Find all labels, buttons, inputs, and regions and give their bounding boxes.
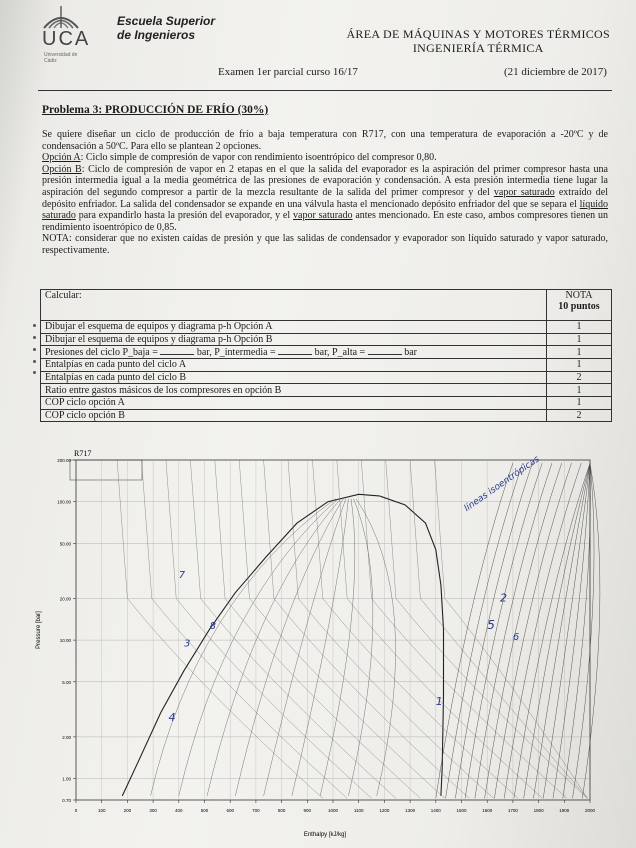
problem-intro: Se quiere diseñar un ciclo de producción de frío a baja temperatura con R717, con una temperatura de evaporación a -20ºC y de condensación a 50ºC. Para ello se plantean 2 opciones.	[42, 129, 608, 152]
chart-legend-box	[70, 460, 142, 480]
x-tick-label: 0	[74, 808, 78, 813]
nota-label: NOTA	[565, 290, 593, 301]
x-tick-label: 400	[175, 808, 183, 813]
row-points: 1	[547, 346, 612, 359]
x-tick-label: 1000	[327, 808, 339, 813]
row-pressures	[41, 346, 547, 359]
bullet-mark	[33, 348, 36, 351]
isentropic-line	[582, 463, 600, 798]
problem-note: NOTA: considerar que no existen caídas de presión y que las salidas de condensador y evaporador son líquido saturado y vapor saturado, respectivamente.	[42, 233, 608, 256]
x-tick-label: 700	[252, 808, 260, 813]
row-points: 1	[547, 384, 612, 397]
handwritten-mark: 5	[487, 618, 495, 633]
option-b-text-3: para expandirlo hasta la presión del evaporador, y el	[75, 210, 293, 222]
handwritten-mark: 6	[512, 632, 520, 644]
row-points: 1	[547, 359, 612, 372]
x-tick-label: 600	[226, 808, 234, 813]
isentropic-line	[436, 463, 513, 798]
handwritten-mark: 1	[435, 694, 443, 708]
p-unit: bar	[404, 347, 417, 359]
row-label: Ratio entre gastos másicos de los compresores en opción B	[41, 384, 547, 397]
handwritten-mark: 3	[183, 638, 191, 650]
table-row	[41, 371, 612, 384]
isotherm-line	[337, 460, 543, 798]
y-axis	[57, 458, 76, 803]
table-row	[41, 359, 612, 372]
row-points: 1	[547, 396, 612, 409]
logo-text: UCA	[42, 28, 91, 50]
isentropic-line	[553, 463, 590, 798]
isentropic-line	[533, 463, 590, 798]
y-tick-label: 200.00	[57, 458, 71, 463]
bullet-mark	[33, 371, 36, 374]
y-tick-label: 50.00	[59, 541, 71, 547]
bullet-mark	[33, 360, 36, 363]
school-line-1: Escuela Superior	[117, 14, 216, 28]
school-name	[117, 14, 215, 42]
ph-diagram	[30, 440, 620, 840]
option-b-text-2: extraído del depósito enfriador. La salida del condensador se expande en una válvula hasta el mencionado depósito enfriador del que se separa el	[42, 186, 608, 210]
x-tick-label: 800	[277, 808, 286, 813]
area-line-1: ÁREA DE MÁQUINAS Y MOTORES TÉRMICOS	[346, 27, 610, 41]
department-heading	[346, 27, 610, 55]
option-a-text: : Ciclo simple de compresión de vapor con rendimiento isoentrópico del compresor 0,80.	[80, 152, 437, 164]
row-label: Dibujar el esquema de equipos y diagrama p-h Opción B	[41, 333, 547, 346]
x-tick-label: 500	[200, 808, 209, 813]
chart-title: R717	[74, 449, 92, 458]
nota-points: 10 puntos	[558, 301, 600, 312]
row-label: Dibujar el esquema de equipos y diagrama p-h Opción A	[41, 321, 547, 334]
plot-area	[76, 460, 600, 800]
x-tick-label: 1700	[507, 808, 518, 813]
x-tick-label: 1200	[379, 808, 390, 813]
isentropic-line	[524, 463, 590, 798]
option-b-vapor-1: vapor saturado	[493, 186, 555, 198]
header-divider	[38, 90, 612, 91]
x-tick-label: 100	[97, 808, 106, 813]
p-int-blank	[278, 346, 312, 355]
x-tick-label: 900	[303, 808, 312, 813]
table-row	[41, 396, 612, 409]
p-baja-label: Presiones del ciclo P_baja =	[45, 347, 158, 359]
handwritten-mark: 8	[209, 621, 217, 633]
y-tick-label: 1.00	[62, 776, 71, 782]
bullet-mark	[33, 336, 36, 339]
handwritten-mark: líneas isoentrópicas	[462, 454, 542, 514]
table-row	[41, 346, 612, 359]
isotherm-line	[361, 460, 567, 798]
y-tick-label: 20.00	[59, 596, 71, 602]
p-alta-label: bar, P_alta =	[314, 347, 366, 359]
isentropic-line	[446, 463, 523, 798]
x-tick-label: 1100	[353, 808, 364, 813]
y-tick-label: 2.00	[62, 734, 71, 740]
y-tick-label: 5.00	[62, 679, 71, 685]
y-tick-label: 10.00	[59, 638, 71, 644]
y-tick-label: 0.70	[62, 798, 71, 803]
p-int-label: bar, P_intermedia =	[196, 347, 276, 359]
option-b-vapor-2: vapor saturado	[293, 210, 353, 222]
row-label: COP ciclo opción B	[41, 409, 547, 422]
exam-label: Examen 1er parcial curso 16/17	[218, 66, 358, 78]
bullet-mark	[33, 324, 36, 327]
logo-subtitle: Universidad de Cádiz	[44, 52, 78, 64]
option-b-text-1: : Ciclo de compresión de vapor en 2 etapas en el que la salida del evaporador es la aspiración del primer compresor hasta una presión intermedia igual a la media geométrica de las presiones de evaporación y condensación. A esta presión intermedia tiene lugar la aspiración del segundo compresor a partir de la mezcla resultante de la salida del primer compresor y del	[42, 163, 609, 198]
row-label: Entalpías en cada punto del ciclo A	[41, 359, 547, 372]
option-a	[42, 152, 608, 164]
grading-table	[40, 289, 612, 422]
option-a-label: Opción A	[42, 152, 81, 164]
isentropic-line	[543, 463, 590, 798]
row-points: 1	[547, 333, 612, 346]
x-tick-label: 2000	[584, 808, 596, 813]
x-tick-label: 1900	[559, 808, 570, 813]
y-tick-label: 100.00	[57, 499, 71, 505]
isentropic-line	[563, 463, 591, 798]
x-tick-label: 1800	[533, 808, 544, 813]
isotherm-line	[435, 460, 588, 798]
option-b-label: Opción B	[42, 163, 82, 175]
x-tick-label: 1600	[482, 808, 493, 813]
school-line-2: de Ingenieros	[117, 28, 196, 42]
ph-diagram-header	[70, 449, 142, 480]
option-b-text-4: antes mencionado. En este caso, ambos compresores tienen un rendimiento isoentrópico de 0,85.	[42, 210, 609, 233]
handwritten-mark: 4	[168, 711, 176, 725]
isotherm-line	[410, 460, 587, 798]
table-row	[41, 321, 612, 334]
p-alta-blank	[368, 346, 402, 355]
isotherm-line	[288, 460, 494, 798]
saturation-dome	[122, 494, 443, 796]
row-label: Entalpías en cada punto del ciclo B	[41, 371, 547, 384]
x-tick-label: 200	[123, 808, 132, 813]
x-tick-label: 1400	[430, 808, 441, 813]
x-axis	[75, 800, 596, 813]
y-axis-label: Pressure [bar]	[36, 611, 42, 649]
row-label: COP ciclo opción A	[41, 396, 547, 409]
table-header-row	[41, 290, 612, 321]
x-tick-label: 1300	[405, 808, 416, 813]
option-b	[42, 164, 608, 234]
area-line-2: INGENIERÍA TÉRMICA	[412, 41, 544, 55]
exam-date: (21 diciembre de 2017)	[504, 66, 607, 78]
table-header-nota	[547, 290, 612, 321]
problem-title: Problema 3: PRODUCCIÓN DE FRÍO (30%)	[42, 104, 269, 116]
option-b-liquid: líquido saturado	[42, 198, 608, 222]
handwritten-mark: 2	[500, 591, 508, 605]
problem-statement	[42, 129, 608, 257]
p-baja-blank	[160, 346, 194, 355]
table-row	[41, 384, 612, 397]
table-row	[41, 409, 612, 422]
x-tick-label: 1500	[456, 808, 467, 813]
handwritten-mark: 7	[178, 570, 186, 582]
x-tick-label: 300	[149, 808, 157, 813]
table-row	[41, 333, 612, 346]
row-points: 1	[547, 321, 612, 334]
table-header-calcular: Calcular:	[41, 290, 547, 321]
x-axis-label: Enthalpy [kJ/kg]	[303, 832, 347, 838]
row-points: 2	[547, 371, 612, 384]
row-points: 2	[547, 409, 612, 422]
